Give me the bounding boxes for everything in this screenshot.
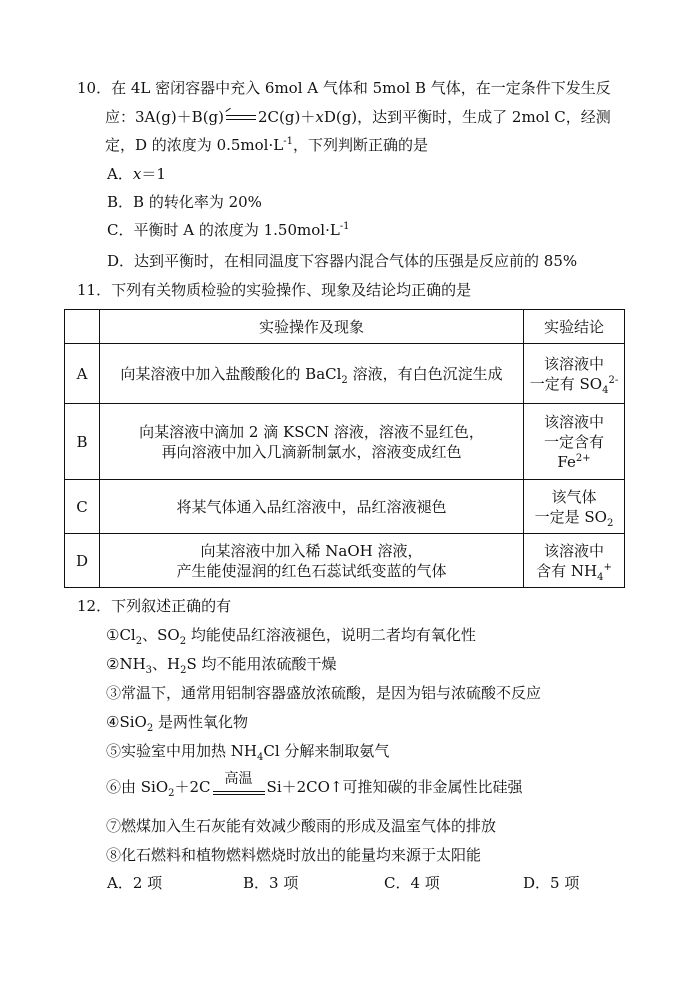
q10-option-c — [107, 220, 350, 240]
q11-a-con-sup: 2- — [608, 374, 619, 386]
q12-s2-c: S 均不能用浓硫酸干燥 — [186, 655, 337, 673]
q10-reactants: 应：3A(g)＋B(g) — [105, 108, 225, 126]
q12-s1-sub1: 2 — [135, 636, 143, 647]
q12-s1-c: 均能使品红溶液褪色，说明二者均有氧化性 — [186, 626, 476, 644]
q11-d-con-sub: 4 — [597, 571, 604, 583]
q11-header-key — [65, 310, 100, 344]
q10-option-a-var: x — [132, 165, 142, 183]
q12-statement-6 — [106, 771, 523, 800]
q12-statement-3: ③常温下，通常用铝制容器盛放浓硫酸，是因为铝与浓硫酸不反应 — [106, 684, 542, 702]
q11-row-key: C — [65, 480, 100, 534]
q11-d-op-2: 产生能使湿润的红色石蕊试纸变蓝的气体 — [176, 561, 447, 580]
q11-row-conclusion — [524, 404, 625, 480]
q11-b-con-3 — [528, 452, 620, 472]
q11-d-con-sup: + — [603, 561, 612, 573]
q12-s4-sub: 2 — [146, 723, 154, 734]
q11-row-key: B — [65, 404, 100, 480]
q12-s4-a: ④SiO — [106, 713, 147, 731]
q11-c-con-1: 该气体 — [551, 487, 597, 506]
q11-row-key: A — [65, 344, 100, 404]
q11-b-con-sup: 2+ — [575, 452, 591, 464]
q11-b-con-2: 一定含有 — [543, 432, 604, 451]
q12-statement-8: ⑧化石燃料和植物燃料燃烧时放出的能量均来源于太阳能 — [106, 846, 482, 864]
q11-b-op-1: 向某溶液中滴加 2 滴 KSCN 溶液，溶液不显红色， — [139, 422, 484, 441]
q11-row-d — [65, 534, 625, 588]
q12-s5-a: ⑤实验室中用加热 NH — [106, 742, 257, 760]
q12-s5-b: Cl 分解来制取氨气 — [263, 742, 390, 760]
q11-header-row — [65, 310, 625, 344]
q10-option-a-value: ＝1 — [141, 165, 166, 183]
q12-s2-sub2: 2 — [180, 665, 187, 676]
q12-s1-a: ①Cl — [106, 626, 136, 644]
q11-row-operation — [100, 344, 524, 404]
reaction-condition-arrow-icon — [213, 771, 265, 800]
q11-d-con-text: 含有 NH — [536, 561, 598, 580]
q12-s6-b: ＋2C — [174, 778, 211, 796]
q11-a-con-sub: 4 — [602, 384, 609, 396]
q12-s1-sub2: 2 — [179, 636, 187, 647]
q11-c-con-text: 一定是 SO — [534, 507, 607, 526]
q11-row-conclusion — [524, 480, 625, 534]
q11-c-con-sub: 2 — [606, 517, 614, 529]
q12-s1-b: 、SO — [142, 626, 180, 644]
q12-option-b: B．3 项 — [243, 874, 299, 892]
q11-b-con-1: 该溶液中 — [543, 412, 604, 431]
q11-header-operation: 实验操作及现象 — [100, 310, 524, 344]
q11-row-b — [65, 404, 625, 480]
q11-row-operation — [100, 534, 524, 588]
q11-a-con-text: 一定有 SO — [529, 374, 603, 393]
q10-variable-x: x — [315, 108, 324, 126]
q11-row-key: D — [65, 534, 100, 588]
q11-table — [64, 309, 625, 588]
q11-a-op-sub: 2 — [341, 374, 348, 386]
q12-option-d: D．5 项 — [523, 874, 580, 892]
q10-stem-line-3 — [105, 135, 428, 155]
q11-b-op-2: 再向溶液中加入几滴新制氯水，溶液变成红色 — [161, 442, 462, 461]
q11-a-op-text: 向某溶液中加入盐酸酸化的 BaCl — [120, 364, 342, 383]
q10-option-c-text: C．平衡时 A 的浓度为 1.50mol·L — [107, 221, 340, 239]
q12-stem: 12．下列叙述正确的有 — [77, 597, 232, 615]
q10-stem-line-1: 10．在 4L 密闭容器中充入 6mol A 气体和 5mol B 气体，在一定条件下发生反 — [77, 79, 611, 97]
q11-stem: 11．下列有关物质检验的实验操作、现象及结论均正确的是 — [77, 281, 472, 299]
equilibrium-arrow-icon — [226, 112, 256, 124]
q12-s5-sub: 4 — [256, 752, 264, 763]
q11-c-con-2 — [528, 507, 620, 527]
q12-s6-sub: 2 — [168, 788, 175, 799]
q11-row-c — [65, 480, 625, 534]
q11-row-operation — [100, 404, 524, 480]
q11-a-con-1: 该溶液中 — [543, 354, 604, 373]
q10-option-a-label: A． — [107, 165, 133, 183]
q10-conc-text: 定，D 的浓度为 0.5mol·L — [105, 136, 284, 154]
q12-statement-2 — [106, 654, 337, 674]
q10-question-text: ，下列判断正确的是 — [292, 136, 428, 154]
q10-option-b: B．B 的转化率为 20% — [107, 193, 262, 211]
q10-unit-sup: -1 — [283, 136, 293, 147]
q11-a-con-2 — [528, 374, 620, 394]
q11-a-op-text-2: 溶液，有白色沉淀生成 — [347, 364, 503, 383]
q12-s2-a: ②NH — [106, 655, 146, 673]
q11-row-a — [65, 344, 625, 404]
q11-d-con-2 — [528, 561, 620, 581]
q10-option-d: D．达到平衡时，在相同温度下容器内混合气体的压强是反应前的 85% — [107, 252, 578, 270]
q10-stem-line-2 — [105, 107, 611, 127]
q12-statement-5 — [106, 741, 389, 761]
q12-statement-1 — [106, 625, 476, 645]
q12-s2-b: 、H — [152, 655, 181, 673]
q11-d-con-1: 该溶液中 — [543, 541, 604, 560]
q12-s2-sub1: 3 — [145, 665, 153, 676]
q11-header-conclusion: 实验结论 — [524, 310, 625, 344]
q11-row-conclusion — [524, 534, 625, 588]
q11-b-con-ion: Fe — [557, 452, 576, 471]
q10-option-a — [107, 164, 166, 184]
q10-stem-cont: D(g)，达到平衡时，生成了 2mol C，经测 — [323, 108, 611, 126]
q12-s4-b: 是两性氧化物 — [153, 713, 248, 731]
q11-row-operation: 将某气体通入品红溶液中，品红溶液褪色 — [100, 480, 524, 534]
q12-option-a: A．2 项 — [107, 874, 163, 892]
q12-s6-a: ⑥由 SiO — [106, 778, 169, 796]
q11-d-op-1: 向某溶液中加入稀 NaOH 溶液， — [200, 541, 423, 560]
q10-option-c-sup: -1 — [339, 221, 350, 232]
q12-statement-4 — [106, 712, 248, 732]
q11-row-conclusion — [524, 344, 625, 404]
q12-s6-c: Si＋2CO↑可推知碳的非金属性比硅强 — [266, 778, 523, 796]
q12-option-c: C．4 项 — [384, 874, 440, 892]
q12-s6-condition: 高温 — [224, 771, 253, 787]
q12-statement-7: ⑦燃煤加入生石灰能有效减少酸雨的形成及温室气体的排放 — [106, 817, 497, 835]
q10-products: 2C(g)＋ — [258, 108, 316, 126]
